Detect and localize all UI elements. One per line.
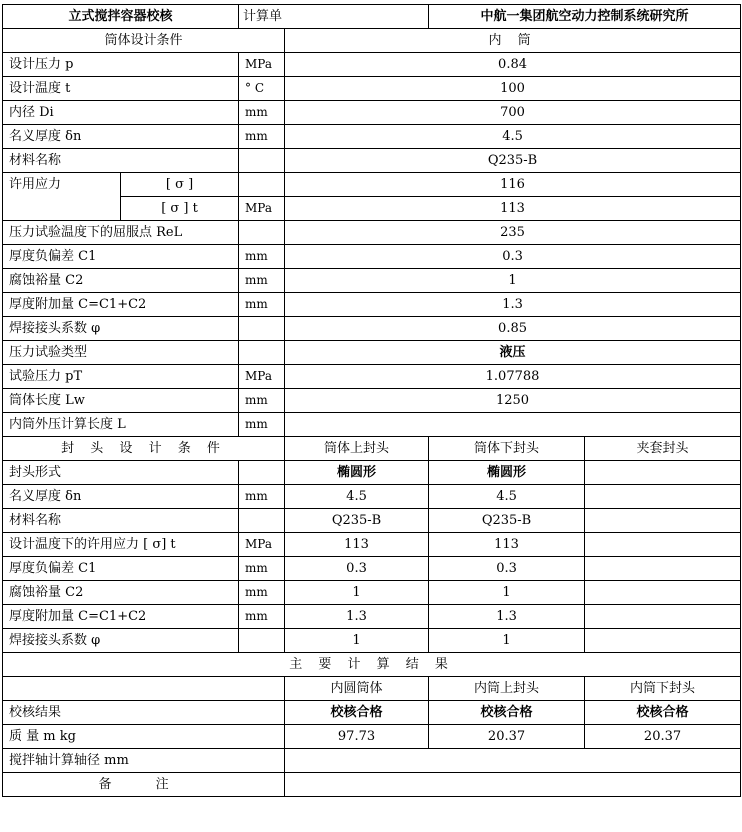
row-value (585, 557, 741, 581)
table-row (3, 581, 741, 605)
calc-unit-label: 计算单 (239, 5, 429, 29)
notes-row (3, 773, 741, 797)
results-heading-row (3, 653, 741, 677)
row-value (585, 533, 741, 557)
organization-name: 中航一集团航空动力控制系统研究所 (429, 5, 741, 29)
row-value: 235 (285, 221, 741, 245)
check-result-value: 校核合格 (285, 701, 429, 725)
row-value (585, 461, 741, 485)
row-value: 1 (285, 629, 429, 653)
row-unit: MPa (239, 365, 285, 389)
table-row (3, 461, 741, 485)
allowable-stress-sub1: [ σ ] (121, 173, 239, 197)
row-unit: mm (239, 413, 285, 437)
row-value (285, 413, 741, 437)
row-label: 筒体长度 Lw (3, 389, 239, 413)
table-row (3, 245, 741, 269)
row-value: Q235-B (285, 509, 429, 533)
row-value (585, 581, 741, 605)
row-label: 厚度负偏差 C1 (3, 245, 239, 269)
row-value: 113 (285, 197, 741, 221)
allowable-stress-sub2: [ σ ] t (121, 197, 239, 221)
row-label: 设计温度下的许用应力 [ σ] t (3, 533, 239, 557)
row-label: 名义厚度 δn (3, 485, 239, 509)
table-row (3, 557, 741, 581)
table-row (3, 101, 741, 125)
row-label: 腐蚀裕量 C2 (3, 269, 239, 293)
table-row (3, 701, 741, 725)
row-unit (239, 221, 285, 245)
row-label: 名义厚度 δn (3, 125, 239, 149)
table-row (3, 341, 741, 365)
table-row (3, 269, 741, 293)
mass-value: 20.37 (585, 725, 741, 749)
row-value: 椭圆形 (429, 461, 585, 485)
allowable-stress-label: 许用应力 (3, 173, 121, 221)
table-row (3, 509, 741, 533)
row-value: Q235-B (429, 509, 585, 533)
table-row (3, 413, 741, 437)
row-label: 厚度附加量 C=C1+C2 (3, 293, 239, 317)
table-row (3, 533, 741, 557)
row-unit: ° C (239, 77, 285, 101)
row-unit: mm (239, 605, 285, 629)
row-value: 0.3 (285, 557, 429, 581)
row-label: 焊接接头系数 φ (3, 317, 239, 341)
head-heading-row (3, 437, 741, 461)
shell-column-heading: 内 筒 (285, 29, 741, 53)
row-value: 1 (429, 581, 585, 605)
row-label: 试验压力 pT (3, 365, 239, 389)
table-row (3, 317, 741, 341)
row-value: 1 (285, 269, 741, 293)
row-value: 1 (429, 629, 585, 653)
row-label: 内径 Di (3, 101, 239, 125)
row-unit: mm (239, 101, 285, 125)
row-value: 1 (285, 581, 429, 605)
table-row (3, 149, 741, 173)
table-row (3, 293, 741, 317)
results-column-heading: 内筒上封头 (429, 677, 585, 701)
row-value: 椭圆形 (285, 461, 429, 485)
table-row (3, 749, 741, 773)
head-section-heading: 封 头 设 计 条 件 (3, 437, 285, 461)
row-label: 封头形式 (3, 461, 239, 485)
mass-value: 20.37 (429, 725, 585, 749)
row-value: 0.84 (285, 53, 741, 77)
table-row (3, 605, 741, 629)
row-value (585, 605, 741, 629)
shaft-diameter-value (285, 749, 741, 773)
row-unit (239, 509, 285, 533)
row-value: 1250 (285, 389, 741, 413)
row-unit: mm (239, 245, 285, 269)
row-label: 设计温度 t (3, 77, 239, 101)
row-unit (239, 629, 285, 653)
row-value: 1.3 (285, 293, 741, 317)
row-unit (239, 461, 285, 485)
shell-heading-row (3, 29, 741, 53)
check-result-value: 校核合格 (585, 701, 741, 725)
table-row (3, 125, 741, 149)
table-row (3, 77, 741, 101)
table-row (3, 629, 741, 653)
row-unit: MPa (239, 533, 285, 557)
row-unit: mm (239, 293, 285, 317)
results-columns-row (3, 677, 741, 701)
table-row (3, 173, 741, 197)
row-label: 焊接接头系数 φ (3, 629, 239, 653)
row-unit: mm (239, 125, 285, 149)
notes-value (285, 773, 741, 797)
row-unit: mm (239, 581, 285, 605)
row-unit (239, 341, 285, 365)
row-value: 4.5 (285, 125, 741, 149)
mass-label: 质 量 m kg (3, 725, 285, 749)
row-value: 113 (429, 533, 585, 557)
shaft-diameter-label: 搅拌轴计算轴径 mm (3, 749, 285, 773)
row-label: 设计压力 p (3, 53, 239, 77)
head-column-heading: 筒体上封头 (285, 437, 429, 461)
row-value: 0.85 (285, 317, 741, 341)
row-label: 厚度附加量 C=C1+C2 (3, 605, 239, 629)
row-value: Q235-B (285, 149, 741, 173)
row-unit: mm (239, 557, 285, 581)
row-value: 1.07788 (285, 365, 741, 389)
row-value: 700 (285, 101, 741, 125)
results-section-heading: 主 要 计 算 结 果 (3, 653, 741, 677)
row-value: 液压 (285, 341, 741, 365)
row-value (585, 485, 741, 509)
row-unit: mm (239, 389, 285, 413)
table-row (3, 485, 741, 509)
row-value: 1.3 (429, 605, 585, 629)
shell-section-heading: 筒体设计条件 (3, 29, 285, 53)
table-row (3, 221, 741, 245)
table-row (3, 53, 741, 77)
row-value: 116 (285, 173, 741, 197)
results-column-heading: 内筒下封头 (585, 677, 741, 701)
check-result-label: 校核结果 (3, 701, 285, 725)
row-label: 腐蚀裕量 C2 (3, 581, 239, 605)
head-column-heading: 夹套封头 (585, 437, 741, 461)
pressure-vessel-check-sheet (2, 4, 741, 797)
sheet-header-row (3, 5, 741, 29)
row-value: 113 (285, 533, 429, 557)
table-row (3, 725, 741, 749)
row-value: 4.5 (285, 485, 429, 509)
row-label: 内筒外压计算长度 L (3, 413, 239, 437)
results-blank-cell (3, 677, 285, 701)
row-unit: mm (239, 269, 285, 293)
head-column-heading: 筒体下封头 (429, 437, 585, 461)
table-row (3, 389, 741, 413)
row-value: 0.3 (285, 245, 741, 269)
row-value: 0.3 (429, 557, 585, 581)
row-label: 材料名称 (3, 509, 239, 533)
row-unit: MPa (239, 197, 285, 221)
row-unit: mm (239, 485, 285, 509)
row-label: 压力试验类型 (3, 341, 239, 365)
row-value: 4.5 (429, 485, 585, 509)
sheet-title: 立式搅拌容器校核 (3, 5, 239, 29)
table-row (3, 365, 741, 389)
row-label: 材料名称 (3, 149, 239, 173)
mass-value: 97.73 (285, 725, 429, 749)
row-label: 厚度负偏差 C1 (3, 557, 239, 581)
row-value: 1.3 (285, 605, 429, 629)
check-result-value: 校核合格 (429, 701, 585, 725)
row-unit (239, 317, 285, 341)
row-unit: MPa (239, 53, 285, 77)
notes-label: 备 注 (3, 773, 285, 797)
results-column-heading: 内圆筒体 (285, 677, 429, 701)
row-label: 压力试验温度下的屈服点 ReL (3, 221, 239, 245)
row-unit (239, 149, 285, 173)
row-value (585, 509, 741, 533)
row-value: 100 (285, 77, 741, 101)
row-value (585, 629, 741, 653)
row-unit (239, 173, 285, 197)
